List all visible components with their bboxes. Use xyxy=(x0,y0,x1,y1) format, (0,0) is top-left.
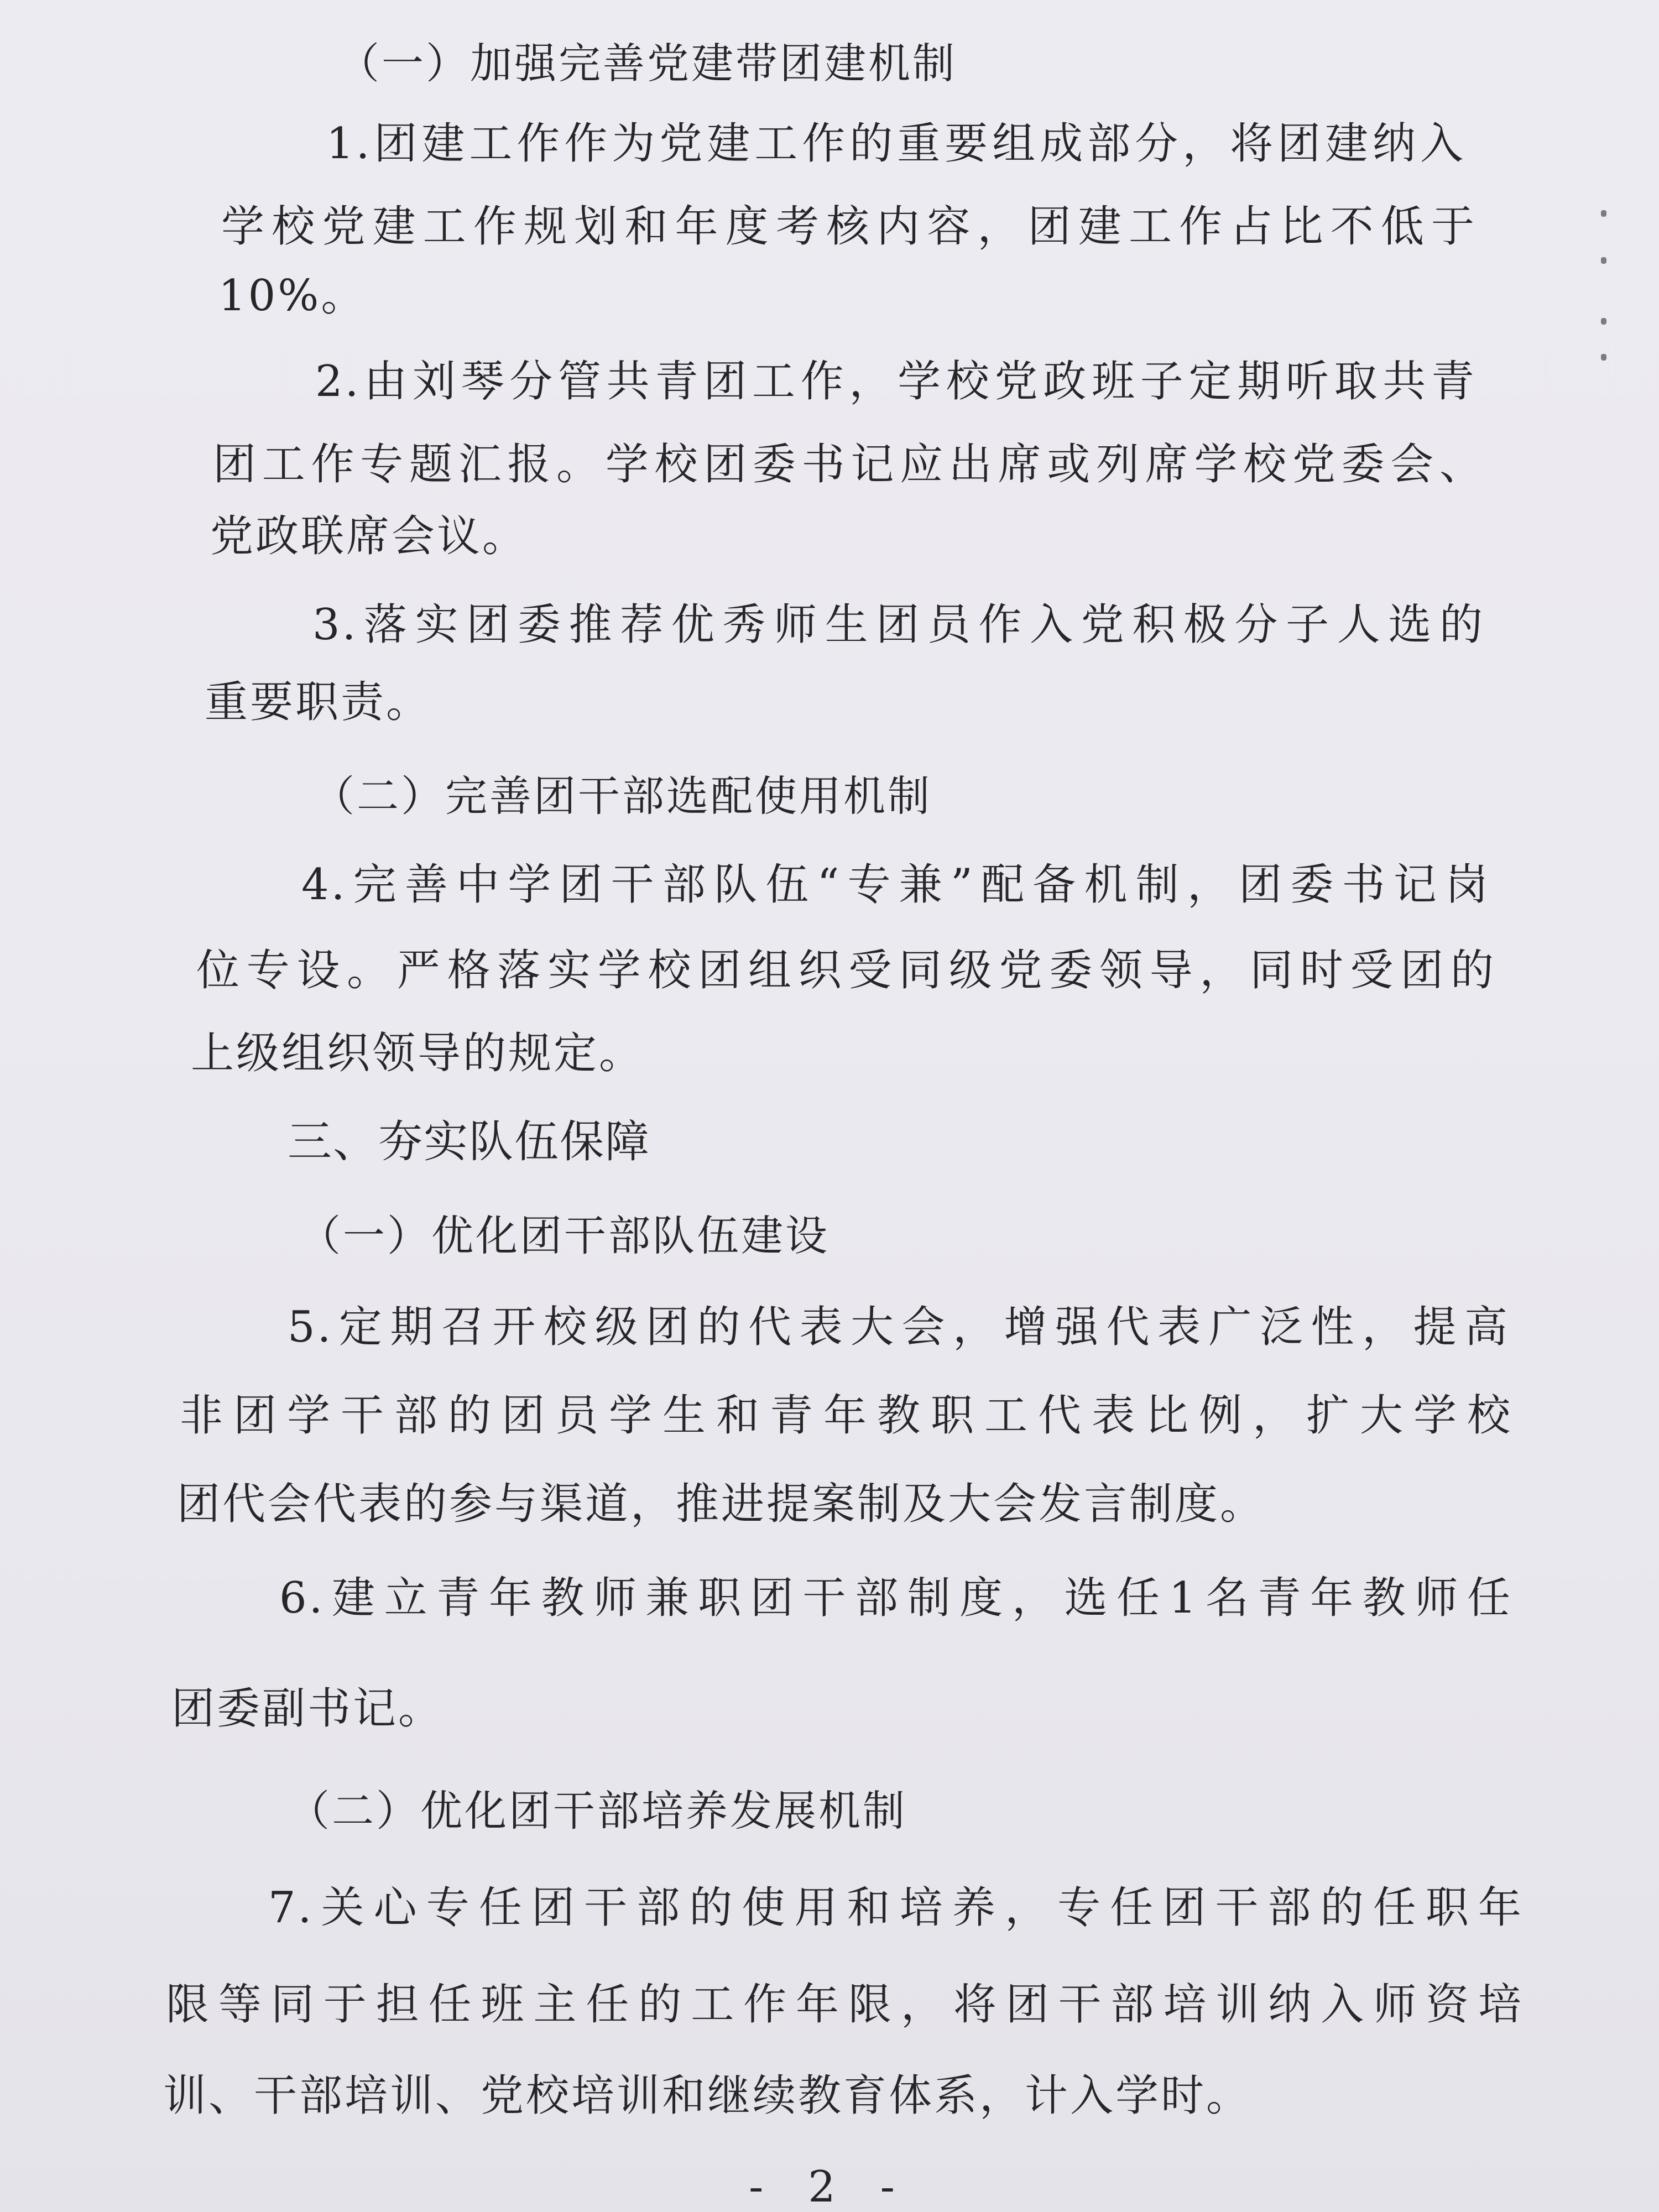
paragraph-6-line-1: 6.建立青年教师兼职团干部制度，选任1名青年教师任 xyxy=(279,1573,1512,1623)
paragraph-4-line-1: 4.完善中学团干部队伍“专兼”配备机制，团委书记岗 xyxy=(301,860,1490,910)
paragraph-5-line-3: 团代会代表的参与渠道，推进提案制及大会发言制度。 xyxy=(177,1479,1266,1529)
paragraph-1-line-1: 1.团建工作作为党建工作的重要组成部分，将团建纳入 xyxy=(326,119,1465,169)
paragraph-7-line-2: 限等同于担任班主任的工作年限，将团干部培训纳入师资培 xyxy=(166,1980,1524,2030)
paragraph-2-line-2: 团工作专题汇报。学校团委书记应出席或列席学校党委会、 xyxy=(213,440,1485,489)
paragraph-3-line-2: 重要职责。 xyxy=(205,677,432,727)
paragraph-2-line-3: 党政联席会议。 xyxy=(210,512,528,561)
section-heading-cadre-training-mechanism: （二）优化团干部培养发展机制 xyxy=(288,1786,907,1835)
paragraph-6-line-2: 团委副书记。 xyxy=(171,1684,444,1734)
paragraph-4-line-2: 位专设。严格落实学校团组织受同级党委领导，同时受团的 xyxy=(196,946,1496,995)
chapter-heading-team-guarantee: 三、夯实队伍保障 xyxy=(288,1116,650,1167)
scan-edge-marks xyxy=(1590,210,1606,376)
paragraph-7-line-3: 训、干部培训、党校培训和继续教育体系，计入学时。 xyxy=(163,2071,1252,2121)
paragraph-2-line-1: 2.由刘琴分管共青团工作，学校党政班子定期听取共青 xyxy=(315,357,1477,406)
paragraph-4-line-3: 上级组织领导的规定。 xyxy=(191,1029,645,1078)
section-heading-strengthen-party-youth-mechanism: （一）加强完善党建带团建机制 xyxy=(337,39,957,88)
paragraph-5-line-1: 5.定期召开校级团的代表大会，增强代表广泛性，提高 xyxy=(288,1302,1510,1352)
paragraph-5-line-2: 非团学干部的团员学生和青年教职工代表比例，扩大学校 xyxy=(180,1391,1512,1441)
paragraph-1-line-2: 学校党建工作规划和年度考核内容，团建工作占比不低于 xyxy=(221,202,1477,252)
section-heading-cadre-selection-mechanism: （二）完善团干部选配使用机制 xyxy=(312,771,932,821)
paragraph-1-line-3: 10%。 xyxy=(218,271,367,321)
section-heading-cadre-team-building: （一）优化团干部队伍建设 xyxy=(299,1211,830,1260)
page-number: - 2 - xyxy=(749,2162,910,2212)
paragraph-7-line-1: 7.关心专任团干部的使用和培养，专任团干部的任职年 xyxy=(268,1883,1524,1933)
paragraph-3-line-1: 3.落实团委推荐优秀师生团员作入党积极分子人选的 xyxy=(312,600,1485,650)
